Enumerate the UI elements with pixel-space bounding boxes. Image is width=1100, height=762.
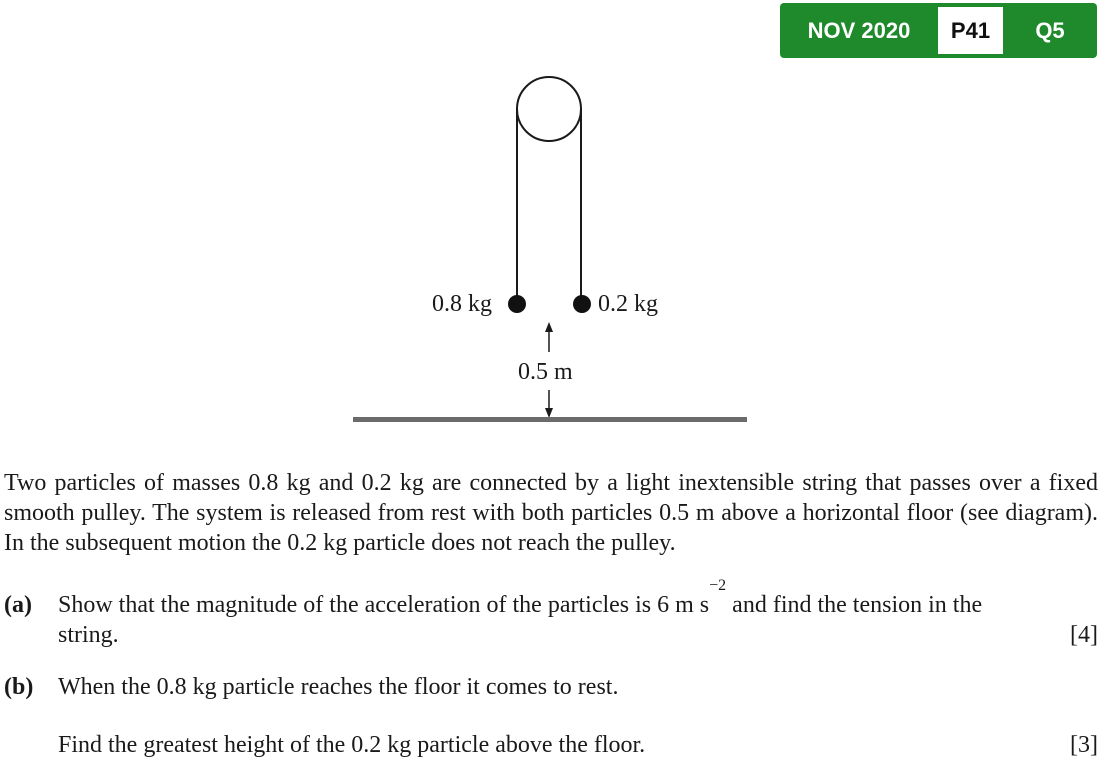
floor [353, 417, 747, 422]
question-number-label: Q5 [1035, 18, 1065, 43]
pulley [517, 77, 581, 141]
part-b-question: Find the greatest height of the 0.2 kg particle above the floor. [58, 732, 646, 758]
part-a-marks: [4] [1070, 622, 1098, 648]
exam-session-label: NOV 2020 [807, 18, 911, 43]
height-label: 0.5 m [518, 359, 573, 385]
particle-right [573, 295, 591, 313]
question-intro: Two particles of masses 0.8 kg and 0.2 kg are connected by a light inextensible string that passes over a fixed smooth pulley. The system is released from rest with both particles 0.5 m above a horizontal floor (see diagram). In the subsequent motion the 0.2 kg particle does not reach the pulley. [4, 470, 1098, 556]
acceleration-unit-exponent: −2 [709, 577, 727, 594]
part-a-text-tail: and find the tension in the [726, 592, 983, 618]
part-b-marks: [3] [1070, 732, 1098, 758]
particle-left [508, 295, 526, 313]
mass-label-left: 0.8 kg [432, 291, 492, 317]
part-a-label: (a) [4, 592, 32, 618]
part-b-text: When the 0.8 kg particle reaches the floor it comes to rest. [58, 674, 619, 700]
part-a-text [58, 577, 983, 620]
mass-label-right: 0.2 kg [598, 291, 658, 317]
part-b-label: (b) [4, 674, 34, 700]
part-a-text-line2: string. [58, 622, 119, 648]
paper-number-label: P41 [938, 7, 1003, 54]
part-a-text-main: Show that the magnitude of the acceleration of the particles is 6 m s [58, 592, 710, 618]
